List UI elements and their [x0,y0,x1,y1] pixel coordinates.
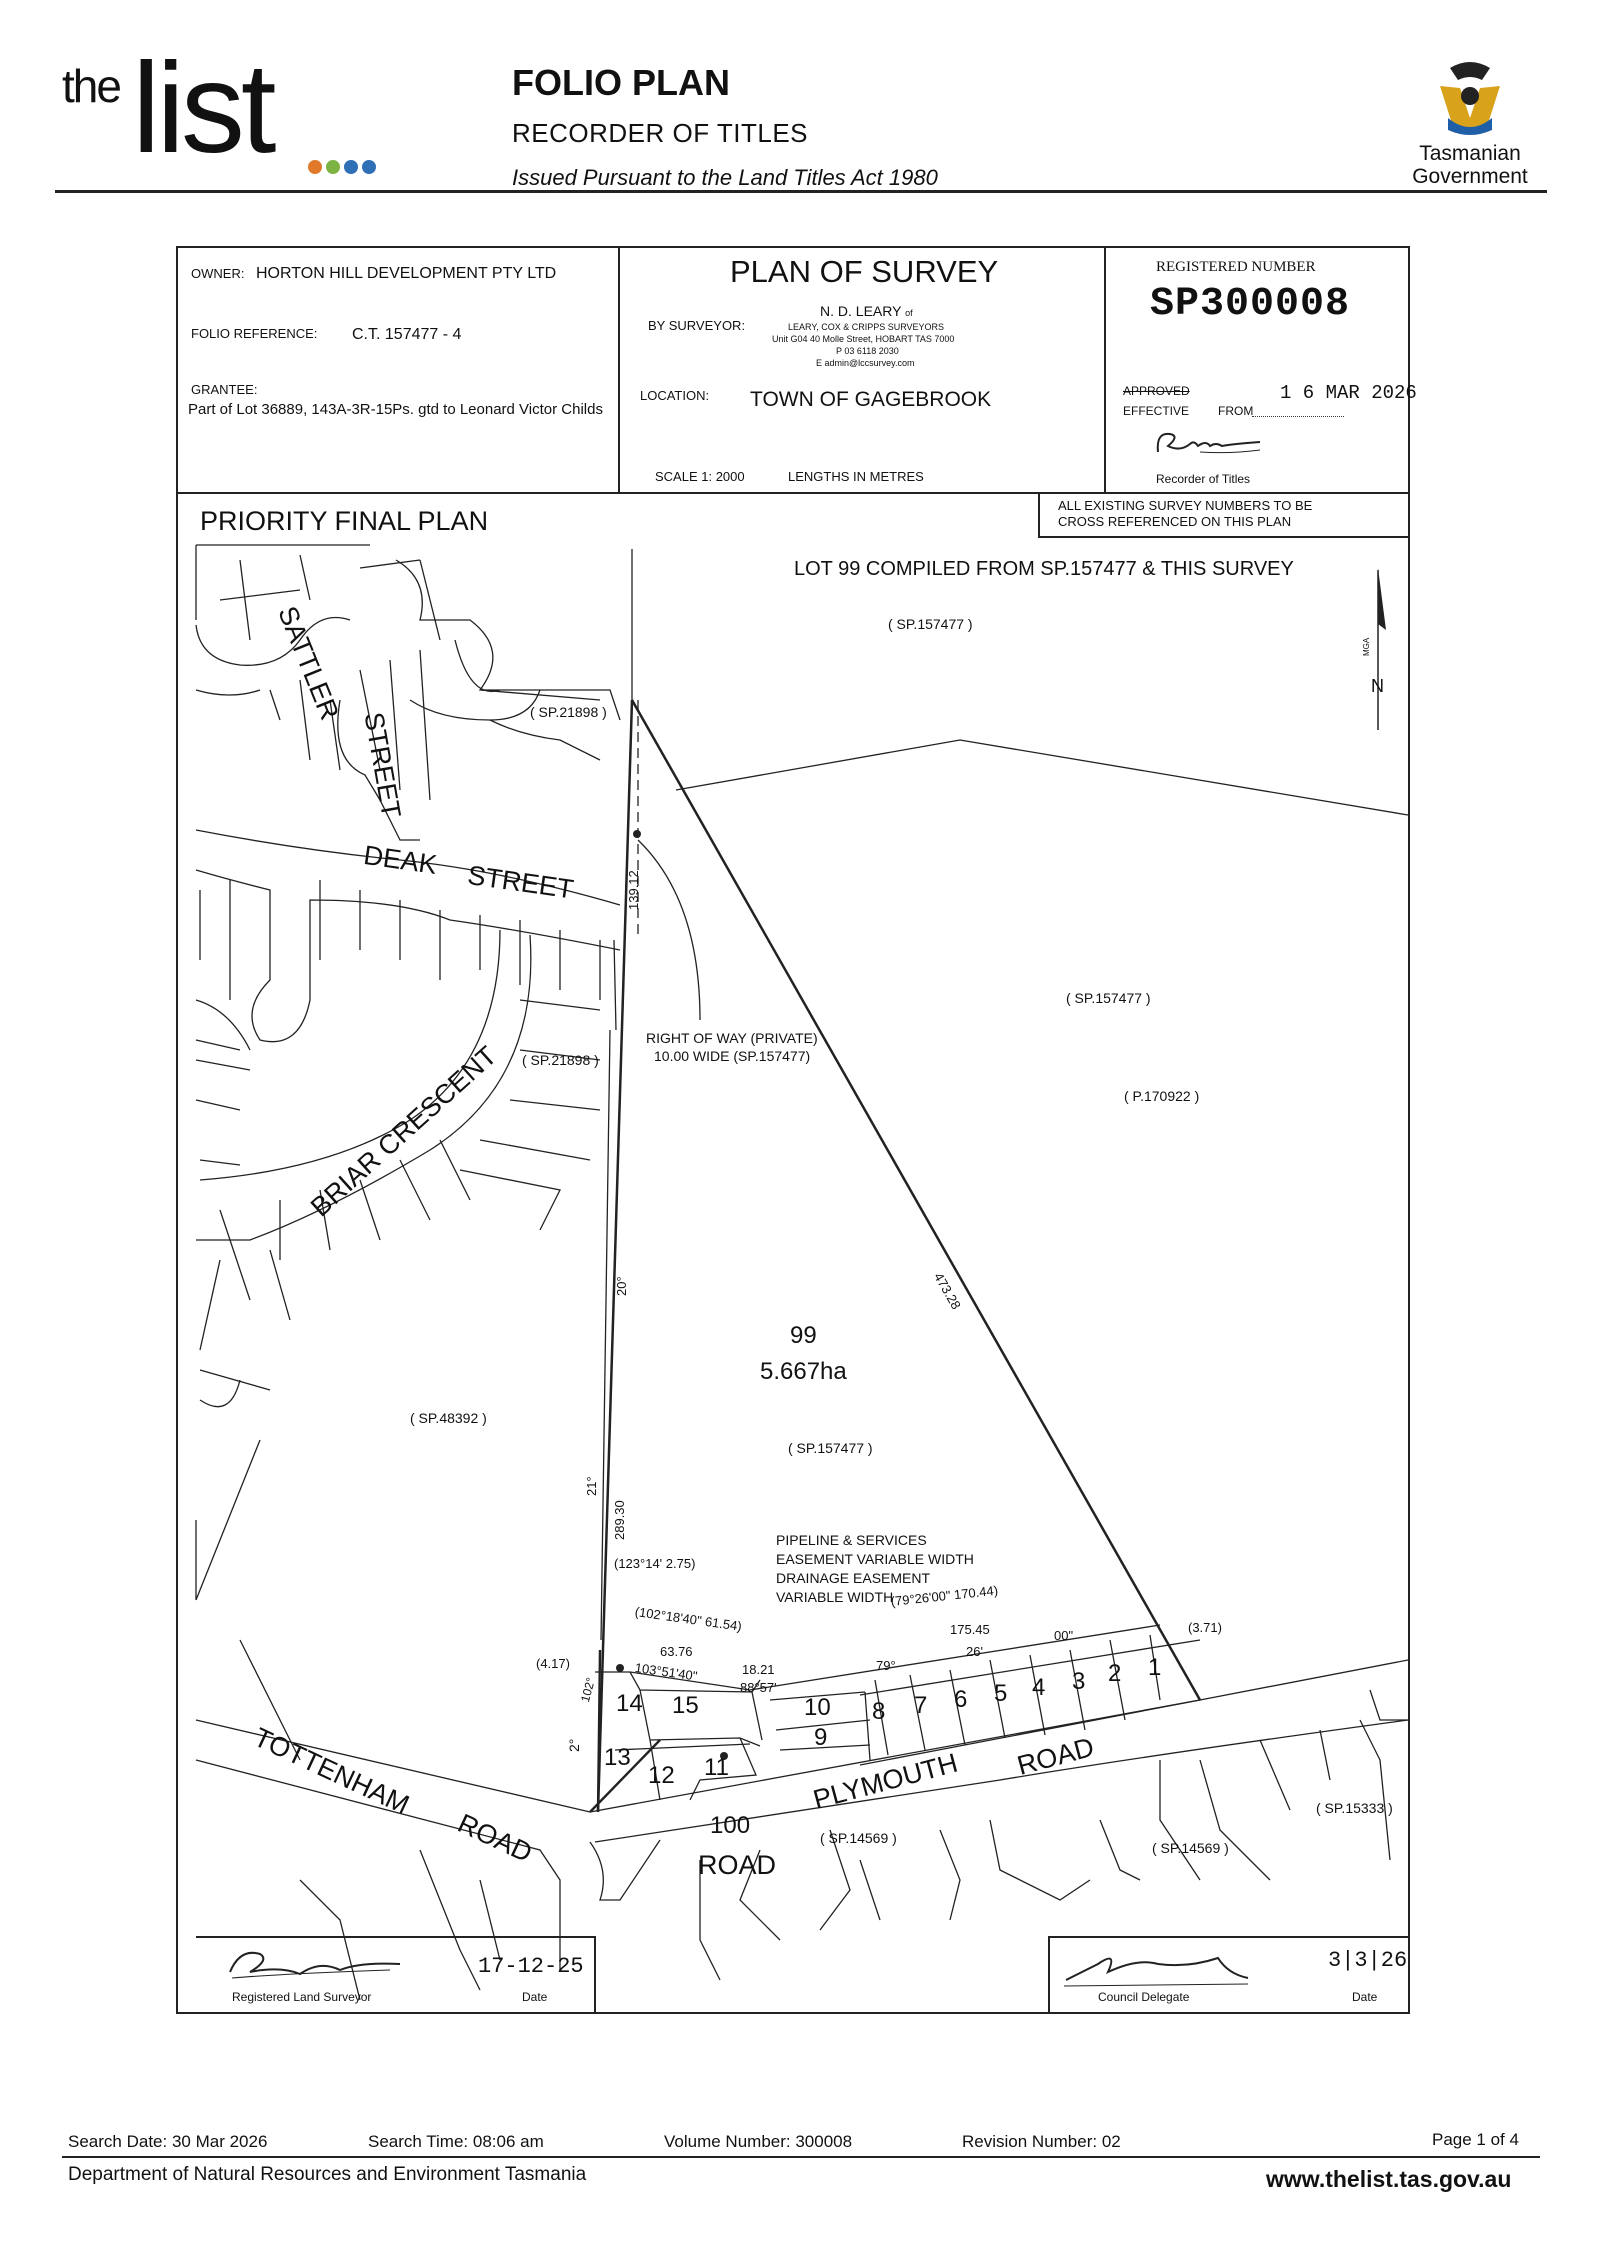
lot-3: 3 [1072,1668,1086,1695]
folio-label: FOLIO REFERENCE: [191,326,318,341]
owner-label: OWNER: [191,266,245,281]
dim-b102: (102°18'40" 61.54) [633,1604,743,1634]
logo-the: the [62,60,120,112]
lot99-area: 5.667ha [760,1358,847,1385]
surveyor-name: N. D. LEARY of [820,303,913,319]
revision-number: Revision Number: 02 [962,2132,1121,2151]
dim-b8857: 88°57' [740,1680,777,1695]
dim-102: 102° [578,1676,598,1704]
dim-21: 21° [584,1476,599,1496]
lot-5: 5 [994,1680,1008,1707]
dim-417: (4.17) [536,1656,570,1671]
council-date-label: Date [1352,1990,1378,2004]
header-rule [55,190,1547,193]
sp14569-b: ( SP.14569 ) [1152,1840,1229,1856]
street-plymouth: PLYMOUTH [810,1747,961,1815]
lot-14: 14 [616,1690,643,1717]
search-date: Search Date: 30 Mar 2026 [68,2132,268,2151]
scale-text: SCALE 1: 2000 [655,469,745,484]
sp14569-a: ( SP.14569 ) [820,1830,897,1846]
surveyor-label: BY SURVEYOR: [648,318,746,333]
logo-dots-icon [307,155,387,179]
registered-label: REGISTERED NUMBER [1156,259,1316,275]
council-sign-date: 3|3|26 [1328,1948,1408,1973]
page-number: Page 1 of 4 [1432,2130,1519,2149]
registered-number: SP300008 [1150,282,1351,327]
dim-473: 473.28 [931,1270,964,1312]
north-arrow-icon [1378,568,1386,730]
dim-20: 20° [614,1276,629,1296]
street-tottenham-road: ROAD [453,1808,537,1869]
folio-value: C.T. 157477 - 4 [352,326,462,343]
lot-6: 6 [954,1686,968,1713]
surveyor-signature-icon [220,1942,410,1990]
location-label: LOCATION: [640,388,710,403]
dim-1821: 18.21 [742,1662,775,1677]
lot-11: 11 [704,1754,729,1781]
grantee-value: Part of Lot 36889, 143A-3R-15Ps. gtd to Leonard Victor Childs [188,401,603,418]
street-deak-street: STREET [465,860,576,905]
lengths-text: LENGTHS IN METRES [788,469,924,484]
tasmanian-government-crest-icon [1420,58,1520,138]
dim-b103: 103°51'40" [633,1660,699,1684]
effective-label: EFFECTIVE [1123,404,1190,418]
plan-of-survey-title: PLAN OF SURVEY [730,254,999,289]
row-label: RIGHT OF WAY (PRIVATE) [646,1030,818,1046]
dim-26: 26' [966,1644,983,1659]
lot-8: 8 [872,1698,886,1725]
page-subtitle: RECORDER OF TITLES [512,118,809,148]
surveyor-email: E admin@lccsurvey.com [816,358,915,368]
search-time: Search Time: 08:06 am [368,2132,544,2151]
grantee-label: GRANTEE: [191,382,258,397]
sp157477-lot: ( SP.157477 ) [788,1440,873,1456]
thelist-logo [62,37,402,185]
row-width: 10.00 WIDE (SP.157477) [654,1048,811,1064]
page-title: FOLIO PLAN [512,62,730,103]
dim-17545: 175.45 [950,1622,990,1637]
mga-label: MGA [1362,637,1371,656]
lot-10: 10 [804,1694,831,1721]
dim-00: 00" [1054,1628,1074,1643]
street-sattler-street: STREET [358,710,407,821]
street-plymouth-road: ROAD [1014,1731,1098,1781]
pipeline-4: VARIABLE WIDTH [776,1589,894,1605]
dotted-line [1252,416,1344,417]
cross-ref-text: ALL EXISTING SURVEY NUMBERS TO BE CROSS REFERENCED ON THIS PLAN [1058,498,1313,529]
dim-289: 289.30 [612,1500,627,1540]
sp21898-a: ( SP.21898 ) [530,704,607,720]
north-label: N [1371,676,1384,696]
approval-date: 1 6 MAR 2026 [1280,382,1417,404]
lot-7: 7 [914,1692,928,1719]
surveyor-firm: LEARY, COX & CRIPPS SURVEYORS [788,322,945,332]
council-sign-label: Council Delegate [1098,1990,1190,2004]
surveyor-date-label: Date [522,1990,548,2004]
street-deak: DEAK [361,840,439,880]
surveyor-phone: P 03 6118 2030 [836,346,899,356]
issued-text: Issued Pursuant to the Land Titles Act 1980 [512,165,938,190]
pipeline-3: DRAINAGE EASEMENT [776,1570,931,1586]
compiled-note: LOT 99 COMPILED FROM SP.157477 & THIS SURVEY [794,558,1294,580]
dim-371: (3.71) [1188,1620,1222,1635]
department-name: Department of Natural Resources and Environment Tasmania [68,2164,587,2185]
recorder-signature-icon [1150,422,1270,462]
street-briar: BRIAR CRESCENT [305,1040,503,1223]
lot-4: 4 [1032,1674,1046,1701]
approved-label: APPROVED [1123,384,1190,398]
sp157477-mid: ( SP.157477 ) [1066,990,1151,1006]
gov-text-1: Tasmanian [1419,142,1521,165]
recorder-label: Recorder of Titles [1156,472,1251,486]
dim-79: 79° [876,1658,896,1673]
dim-b79: (79°26'00" 170.44) [890,1582,999,1609]
lot-12: 12 [648,1762,675,1789]
owner-value: HORTON HILL DEVELOPMENT PTY LTD [256,265,557,282]
lot99-number: 99 [790,1322,817,1349]
surveyor-address: Unit G04 40 Molle Street, HOBART TAS 7000 [772,334,955,344]
footer-rule [62,2156,1540,2158]
volume-number: Volume Number: 300008 [664,2132,853,2151]
lot-1: 1 [1148,1654,1162,1681]
surveyor-sign-label: Registered Land Surveyor [232,1990,372,2004]
dim-139: 139.12 [626,870,641,910]
surveyor-sign-date: 17-12-25 [478,1954,584,1979]
priority-plan-title: PRIORITY FINAL PLAN [200,506,489,536]
lot-13: 13 [604,1744,631,1771]
street-sattler: SATTLER [272,602,345,725]
lot-9: 9 [814,1724,828,1751]
sp21898-b: ( SP.21898 ) [522,1052,599,1068]
pipeline-1: PIPELINE & SERVICES [776,1532,927,1548]
pipeline-2: EASEMENT VARIABLE WIDTH [776,1551,974,1567]
street-tottenham: TOTTENHAM [249,1722,414,1820]
location-value: TOWN OF GAGEBROOK [750,388,992,411]
from-label: FROM [1218,404,1254,418]
council-signature-icon [1058,1944,1258,1994]
gov-text-2: Government [1412,165,1528,188]
lot-100: 100 [710,1812,751,1839]
lot-2: 2 [1108,1660,1122,1687]
logo-list: list [132,37,273,180]
sp15333: ( SP.15333 ) [1316,1800,1393,1816]
street-road-lot100: ROAD [698,1850,777,1880]
sp157477-top: ( SP.157477 ) [888,616,973,632]
dim-2: 2° [566,1738,582,1752]
dim-b123: (123°14' 2.75) [614,1556,696,1571]
p170922: ( P.170922 ) [1124,1088,1200,1104]
lot-15: 15 [672,1692,699,1719]
thelist-url[interactable]: www.thelist.tas.gov.au [1266,2166,1512,2192]
dim-6376: 63.76 [660,1644,693,1659]
sp48392: ( SP.48392 ) [410,1410,487,1426]
